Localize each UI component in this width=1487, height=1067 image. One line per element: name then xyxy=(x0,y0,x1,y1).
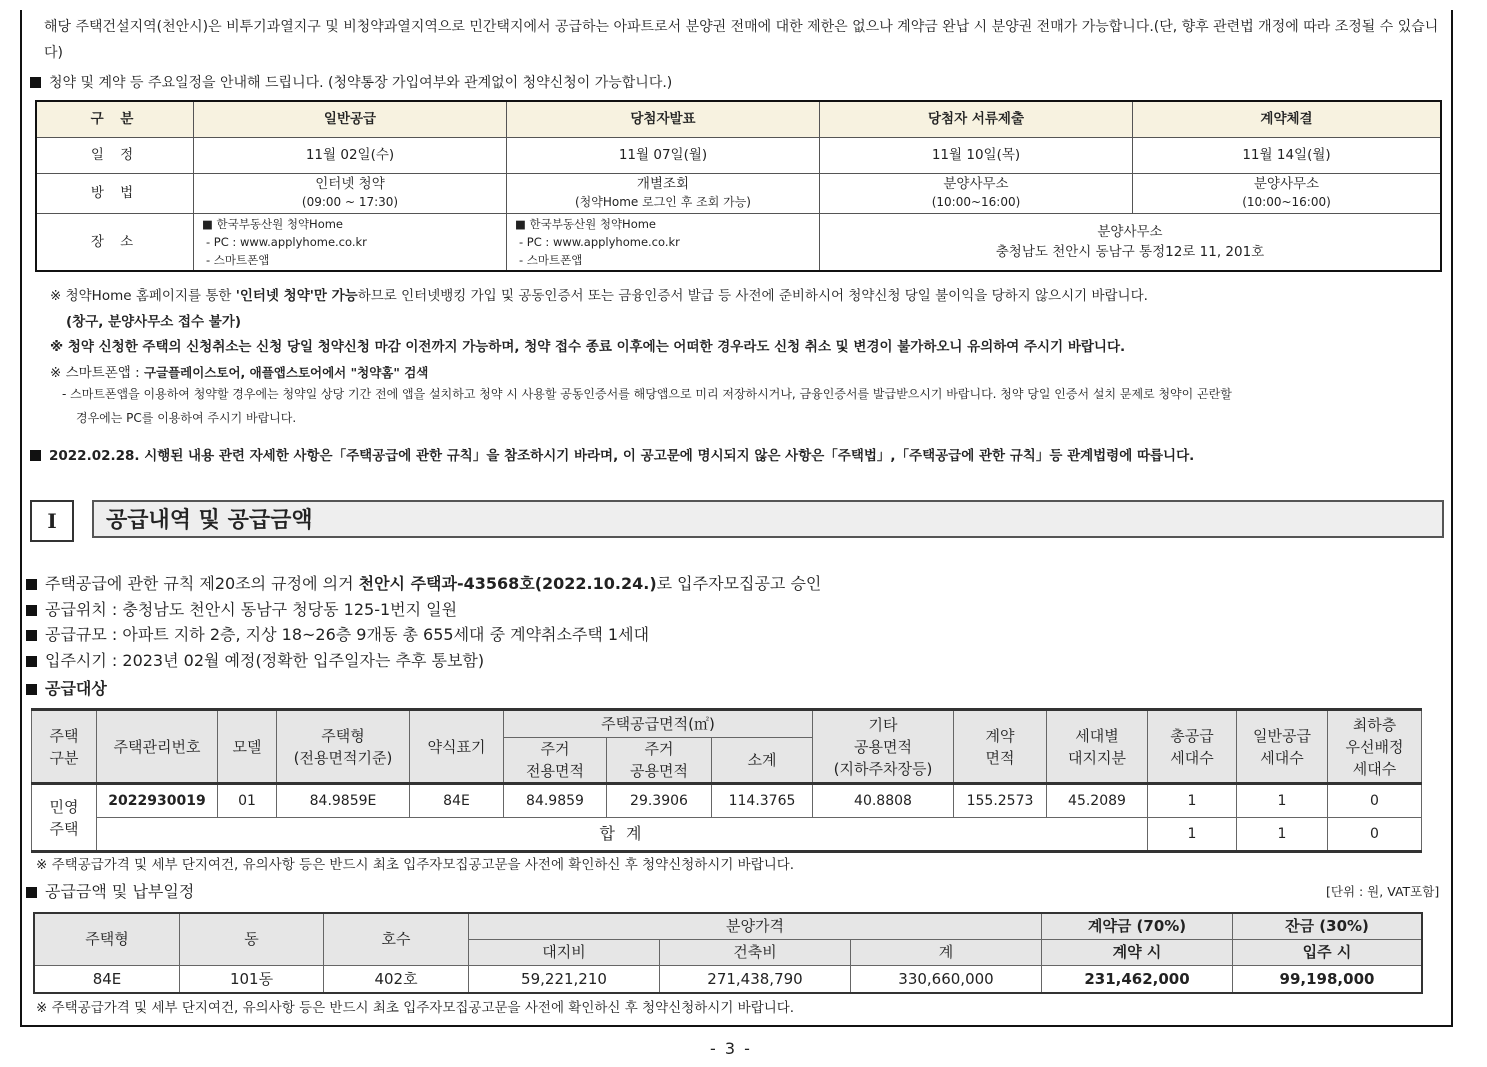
col-area-group: 주택공급면적(㎡) xyxy=(504,710,813,738)
col-total-units: 총공급 세대수 xyxy=(1148,710,1237,784)
info-target xyxy=(26,676,107,699)
note-emphasis: '인터넷 청약'만 가능 xyxy=(235,288,358,304)
place-line: ■ 한국부동산원 청약Home xyxy=(202,216,344,231)
regulation-note xyxy=(30,444,1194,464)
place-cell-announcement xyxy=(507,213,820,271)
section-number: I xyxy=(30,500,74,542)
square-bullet-icon xyxy=(30,450,41,461)
col-build-cost: 건축비 xyxy=(660,939,851,965)
col-deposit-when: 계약 시 xyxy=(1042,939,1233,965)
sum-cell: 1 xyxy=(1237,818,1328,852)
place-line: - 스마트폰앱 xyxy=(519,252,583,267)
col-land-cost: 대지비 xyxy=(469,939,660,965)
method-sub: (10:00~16:00) xyxy=(931,195,1021,209)
square-bullet-icon xyxy=(26,605,37,616)
schedule-header-category: 구 분 xyxy=(36,101,194,137)
info-text: 공급규모 : 아파트 지하 2층, 지상 18~26층 9개동 총 655세대 중 계약취소주택 1세대 xyxy=(45,625,650,644)
schedule-header-announcement: 당첨자발표 xyxy=(507,101,820,137)
note-emphasis: 구글플레이스토어, 애플앱스토어에서 "청약홈" 검색 xyxy=(143,365,429,380)
info-text: 로 입주자모집공고 승인 xyxy=(656,574,822,593)
col-price-group: 분양가격 xyxy=(469,913,1042,939)
col-type: 주택 구분 xyxy=(32,710,97,784)
schedule-header-contract: 계약체결 xyxy=(1133,101,1442,137)
intro-paragraph: 해당 주택건설지역(천안시)은 비투기과열지구 및 비청약과열지역으로 민간택지에서 공급하는 아파트로서 분양권 전매에 대한 제한은 없으나 계약금 완납 시 분양권 전매가 가능합니다.(단, 향후 관련법 개정에 따라 조정될 수 있습니다) xyxy=(44,19,1439,61)
col-deposit: 계약금 (70%) xyxy=(1042,913,1233,939)
col-house-type: 주택형 xyxy=(34,913,180,965)
col-low-floor: 최하층 우선배정 세대수 xyxy=(1328,710,1422,784)
method-cell xyxy=(820,173,1133,213)
info-text: 주택공급에 관한 규칙 제20조의 규정에 의거 xyxy=(45,574,359,593)
table-cell: 231,462,000 xyxy=(1042,965,1233,993)
col-model: 모델 xyxy=(218,710,277,784)
info-location xyxy=(26,597,457,620)
info-scale xyxy=(26,622,649,645)
method-sub: (09:00 ~ 17:30) xyxy=(301,195,399,209)
method-main: 분양사무소 xyxy=(943,176,1009,192)
note-internet-only xyxy=(50,284,1148,304)
schedule-table xyxy=(35,100,1442,272)
row-label-method: 방 법 xyxy=(36,173,194,213)
method-main: 인터넷 청약 xyxy=(315,176,385,192)
sum-cell: 1 xyxy=(1148,818,1237,852)
place-line: ■ 한국부동산원 청약Home xyxy=(515,216,657,231)
schedule-header-general: 일반공급 xyxy=(194,101,507,137)
square-bullet-icon xyxy=(26,887,37,898)
info-movein xyxy=(26,648,484,671)
note-smartphone-detail-2: 경우에는 PC를 이용하여 주시기 바랍니다. xyxy=(76,411,297,425)
method-sub: (10:00~16:00) xyxy=(1242,195,1331,209)
price-heading xyxy=(26,879,194,902)
table-cell: 1 xyxy=(1237,784,1328,818)
square-bullet-icon xyxy=(26,656,37,667)
supply-note: ※ 주택공급가격 및 세부 단지여건, 유의사항 등은 반드시 최초 입주자모집공고문을 사전에 확인하신 후 청약신청하시기 바랍니다. xyxy=(36,857,795,873)
table-cell: 84E xyxy=(410,784,504,818)
price-heading-text: 공급금액 및 납부일정 xyxy=(45,882,195,901)
price-table xyxy=(33,912,1423,994)
col-common: 주거 공용면적 xyxy=(607,738,712,784)
method-main: 개별조회 xyxy=(636,176,690,192)
table-cell: 59,221,210 xyxy=(469,965,660,993)
table-cell: 2022930019 xyxy=(97,784,218,818)
col-exclusive: 주거 전용면적 xyxy=(504,738,607,784)
method-cell xyxy=(194,173,507,213)
info-text: 입주시기 : 2023년 02월 예정(정확한 입주일자는 추후 통보함) xyxy=(45,651,485,670)
table-cell: 01 xyxy=(218,784,277,818)
info-text: 공급대상 xyxy=(45,679,107,698)
col-land-share: 세대별 대지지분 xyxy=(1047,710,1148,784)
col-balance: 잔금 (30%) xyxy=(1233,913,1423,939)
square-bullet-icon xyxy=(26,684,37,695)
note-cancel: ※ 청약 신청한 주택의 신청취소는 신청 당일 청약신청 마감 이전까지 가능하며, 청약 접수 종료 이후에는 어떠한 경우라도 신청 취소 및 변경이 불가하오니 유의하여 주시기 바랍니다. xyxy=(50,339,1126,355)
table-cell: 0 xyxy=(1328,784,1422,818)
price-note: ※ 주택공급가격 및 세부 단지여건, 유의사항 등은 반드시 최초 입주자모집공고문을 사전에 확인하신 후 청약신청하시기 바랍니다. xyxy=(36,1000,795,1016)
col-contract-area: 계약 면적 xyxy=(954,710,1047,784)
date-cell: 11월 14일(월) xyxy=(1133,137,1442,173)
sum-label: 합 계 xyxy=(97,818,1148,852)
col-house-type: 주택형 (전용면적기준) xyxy=(277,710,410,784)
date-cell: 11월 10일(목) xyxy=(820,137,1133,173)
table-cell: 84E xyxy=(34,965,180,993)
table-cell: 99,198,000 xyxy=(1233,965,1423,993)
table-cell: 330,660,000 xyxy=(851,965,1042,993)
place-line: - PC : www.applyhome.co.kr xyxy=(519,234,680,249)
table-cell: 84.9859E xyxy=(277,784,410,818)
info-text: 공급위치 : 충청남도 천안시 동남구 청당동 125-1번지 일원 xyxy=(45,600,458,619)
place-cell-general xyxy=(194,213,507,271)
place-line: 분양사무소 xyxy=(1097,223,1163,240)
row-label-place: 장 소 xyxy=(36,213,194,271)
note-smartphone xyxy=(50,361,428,381)
col-mgmt-no: 주택관리번호 xyxy=(97,710,218,784)
col-ho: 호수 xyxy=(324,913,469,965)
place-line: - 스마트폰앱 xyxy=(206,252,270,267)
page-number: - 3 - xyxy=(710,1039,752,1058)
note-text: 하므로 인터넷뱅킹 가입 및 공동인증서 또는 금융인증서 발급 등 사전에 준비하시어 청약신청 당일 불이익을 당하지 않으시기 바랍니다. xyxy=(357,288,1148,304)
unit-note: [단위 : 원, VAT포함] xyxy=(1326,884,1440,899)
method-sub: (청약Home 로그인 후 조회 가능) xyxy=(575,195,751,209)
section-title: 공급내역 및 공급금액 xyxy=(92,500,1444,538)
square-bullet-icon xyxy=(26,630,37,641)
date-cell: 11월 07일(월) xyxy=(507,137,820,173)
col-general-units: 일반공급 세대수 xyxy=(1237,710,1328,784)
table-cell: 101동 xyxy=(180,965,324,993)
col-balance-when: 입주 시 xyxy=(1233,939,1423,965)
table-cell: 40.8808 xyxy=(813,784,954,818)
square-bullet-icon xyxy=(30,77,41,88)
square-bullet-icon xyxy=(26,579,37,590)
col-dong: 동 xyxy=(180,913,324,965)
place-line: 충청남도 천안시 동남구 통정12로 11, 201호 xyxy=(995,243,1265,260)
col-subtotal: 소계 xyxy=(712,738,813,784)
sum-cell: 0 xyxy=(1328,818,1422,852)
note-text: ※ 청약Home 홈페이지를 통한 xyxy=(50,288,236,304)
table-cell: 29.3906 xyxy=(607,784,712,818)
schedule-heading xyxy=(30,72,672,92)
supply-table xyxy=(31,708,1422,853)
table-cell: 155.2573 xyxy=(954,784,1047,818)
note-smartphone-detail: - 스마트폰앱을 이용하여 청약할 경우에는 청약일 상당 기간 전에 앱을 설치하고 청약 시 사용할 공동인증서를 해당앱으로 미리 저장하시거나, 금융인증서를 발급받으시기 바랍니다. 청약 당일 인증서 설치 문제로 청약이 곤란할 xyxy=(62,387,1232,401)
info-approval xyxy=(26,571,821,594)
note-text: ※ 스마트폰앱 : xyxy=(50,365,144,381)
date-cell: 11월 02일(수) xyxy=(194,137,507,173)
table-cell: 402호 xyxy=(324,965,469,993)
regulation-note-text: 2022.02.28. 시행된 내용 관련 자세한 사항은「주택공급에 관한 규칙」을 참조하시기 바라며, 이 공고문에 명시되지 않은 사항은「주택법」,「주택공급에 관한 규칙」등 관계법령에 따릅니다. xyxy=(49,448,1195,464)
col-total: 계 xyxy=(851,939,1042,965)
category-cell: 민영 주택 xyxy=(32,784,97,852)
table-cell: 1 xyxy=(1148,784,1237,818)
place-line: - PC : www.applyhome.co.kr xyxy=(206,234,367,249)
place-cell-office xyxy=(820,213,1442,271)
row-label-date: 일 정 xyxy=(36,137,194,173)
schedule-header-documents: 당첨자 서류제출 xyxy=(820,101,1133,137)
method-main: 분양사무소 xyxy=(1253,176,1320,192)
table-cell: 271,438,790 xyxy=(660,965,851,993)
section-header xyxy=(30,500,1446,540)
info-emphasis: 천안시 주택과-43568호(2022.10.24.) xyxy=(358,574,657,593)
table-cell: 84.9859 xyxy=(504,784,607,818)
schedule-heading-text: 청약 및 계약 등 주요일정을 안내해 드립니다. (청약통장 가입여부와 관계없이 청약신청이 가능합니다.) xyxy=(49,75,673,91)
note-no-window: (창구, 분양사무소 접수 불가) xyxy=(66,314,242,330)
col-abbr: 약식표기 xyxy=(410,710,504,784)
method-cell xyxy=(1133,173,1442,213)
table-cell: 45.2089 xyxy=(1047,784,1148,818)
method-cell xyxy=(507,173,820,213)
col-other-area: 기타 공용면적 (지하주차장등) xyxy=(813,710,954,784)
table-cell: 114.3765 xyxy=(712,784,813,818)
